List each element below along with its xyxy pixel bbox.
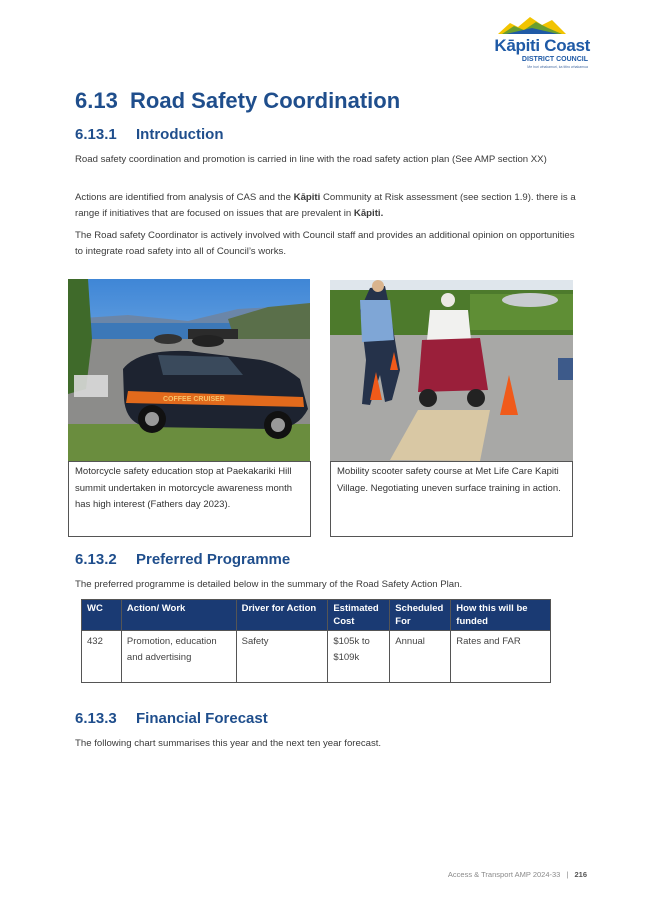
table-header-cell: Driver for Action <box>236 600 328 631</box>
preferred-paragraph: The preferred programme is detailed below in the summary of the Road Safety Action Plan. <box>75 579 463 590</box>
page-number: 216 <box>574 870 587 879</box>
logo-tagline: Me huri whakamuri, ka titiro whakamua <box>527 65 588 69</box>
logo-name: Kāpiti Coast <box>494 36 590 55</box>
footer-separator: | <box>566 870 569 879</box>
table-cell: $105k to $109k <box>328 631 390 683</box>
left-photo-caption: Motorcycle safety education stop at Paekakariki Hill summit undertaken in motorcycle awareness month has high interest (Fathers day 2023). <box>68 461 311 537</box>
hills-icon <box>496 14 568 36</box>
logo-subtitle: DISTRICT COUNCIL <box>521 56 588 63</box>
forecast-heading <box>75 710 268 727</box>
table-cell: Annual <box>390 631 451 683</box>
table-cell: Rates and FAR <box>451 631 551 683</box>
page-footer <box>448 870 587 879</box>
car-decal-text: COFFEE CRUISER <box>163 396 225 403</box>
intro-paragraph-1: Road safety coordination and promotion is carried in line with the road safety action plan (See AMP section XX) <box>75 154 547 165</box>
section-heading: 6.13 Road Safety Coordination <box>75 88 401 113</box>
council-logo <box>474 14 590 70</box>
forecast-paragraph: The following chart summarises this year and the next ten year forecast. <box>75 738 382 749</box>
mobility-scooter-photo <box>330 280 573 461</box>
footer-document-title: Access & Transport AMP 2024-33 <box>447 870 561 879</box>
table-header-row <box>82 600 551 631</box>
kapiti-bold: Kāpiti. <box>353 207 384 219</box>
intro-paragraph-3: The Road safety Coordinator is actively involved with Council staff and provides an additional opinion on opportunities to integrate road safety into all of Council’s works. <box>75 230 575 257</box>
kapiti-bold: Kāpiti <box>293 192 321 203</box>
forecast-number: 6.13.3 <box>75 710 117 727</box>
preferred-programme-table <box>81 599 551 683</box>
preferred-number: 6.13.2 <box>75 551 117 568</box>
table-header-cell: Scheduled For <box>390 600 451 631</box>
forecast-title: Financial Forecast <box>136 710 268 727</box>
table-cell: Safety <box>236 631 328 683</box>
table-row <box>82 631 551 683</box>
preferred-heading <box>75 551 290 568</box>
table-header-cell: How this will be funded <box>451 600 551 631</box>
intro-number: 6.13.1 <box>75 126 117 143</box>
preferred-title: Preferred Programme <box>136 551 291 568</box>
intro-title: Introduction <box>136 126 224 143</box>
table-cell: Promotion, education and advertising <box>121 631 236 683</box>
intro-paragraph-2: Actions are identified from analysis of CAS and the Kāpiti Community at Risk assessment (see section 1.9). there is a range if initiatives that are focused on issues that are prevalent in Kāpiti. <box>75 192 576 219</box>
table-header-cell: Estimated Cost <box>328 600 390 631</box>
intro-heading <box>75 126 223 143</box>
motorcycle-stop-photo <box>68 279 310 461</box>
table-header-cell: WC <box>82 600 122 631</box>
table-cell: 432 <box>82 631 122 683</box>
table-header-cell: Action/ Work <box>121 600 236 631</box>
right-photo-caption: Mobility scooter safety course at Met Life Care Kapiti Village. Negotiating uneven surface training in action. <box>330 461 573 537</box>
